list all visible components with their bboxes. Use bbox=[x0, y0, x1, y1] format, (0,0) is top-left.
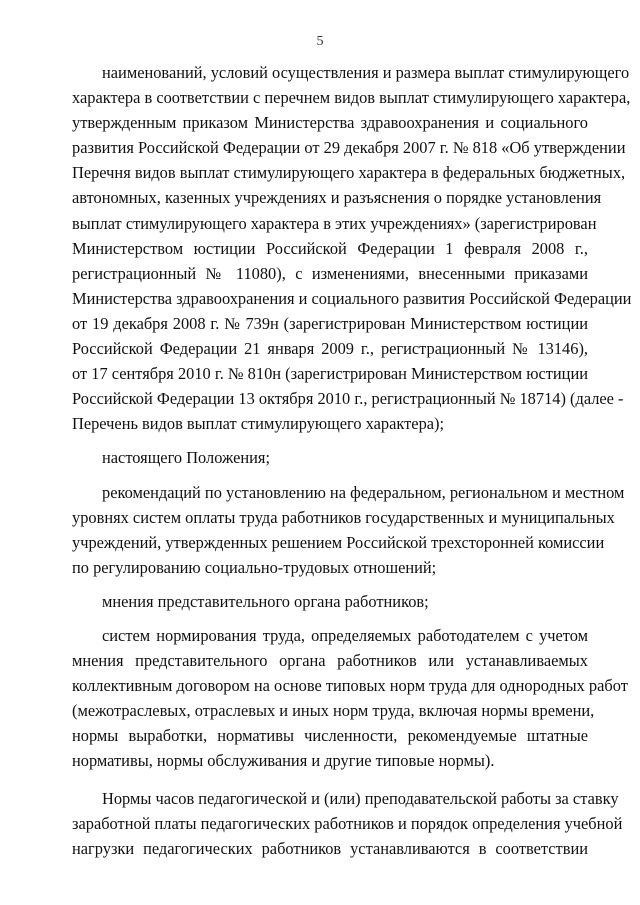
paragraph bbox=[72, 623, 628, 774]
paragraph-line: мнения представительного органа работников или устанавливаемых bbox=[72, 651, 588, 671]
paragraph-line: Перечень видов выплат стимулирующего характера); bbox=[72, 414, 445, 434]
paragraph bbox=[72, 786, 623, 861]
paragraph-line: заработной платы педагогических работников и порядок определения учебной bbox=[72, 813, 623, 833]
paragraph-line: по регулированию социально-трудовых отношений; bbox=[72, 557, 437, 577]
paragraph-line: от 19 декабря 2008 г. № 739н (зарегистрирован Министерством юстиции bbox=[72, 313, 588, 333]
paragraph-line: нормы выработки, нормативы численности, рекомендуемые штатные bbox=[72, 726, 588, 746]
paragraph-line: (межотраслевых, отраслевых и иных норм труда, включая нормы времени, bbox=[72, 701, 595, 721]
paragraph-line: нагрузки педагогических работников устанавливаются в соответствии bbox=[72, 838, 588, 858]
paragraph-line: настоящего Положения; bbox=[102, 448, 270, 468]
paragraph-line: рекомендаций по установлению на федеральном, региональном и местном bbox=[102, 482, 625, 502]
paragraph-line: утвержденным приказом Министерства здравоохранения и социального bbox=[72, 113, 588, 133]
page-number: 5 bbox=[316, 34, 324, 49]
paragraph-line: нормативы, нормы обслуживания и другие типовые нормы). bbox=[72, 751, 495, 771]
paragraph bbox=[72, 480, 625, 580]
paragraph-line: Министерства здравоохранения и социального развития Российской Федерации bbox=[72, 288, 632, 308]
paragraph-line: Российской Федерации 13 октября 2010 г., регистрационный № 18714) (далее - bbox=[72, 389, 624, 409]
paragraph bbox=[72, 589, 588, 614]
paragraph-line: характера в соответствии с перечнем видов выплат стимулирующего характера, bbox=[72, 88, 631, 108]
paragraph-line: выплат стимулирующего характера в этих учреждениях» (зарегистрирован bbox=[72, 213, 597, 233]
paragraph-line: наименований, условий осуществления и размера выплат стимулирующего bbox=[102, 63, 630, 82]
document-body bbox=[72, 60, 632, 873]
paragraph-line: Российской Федерации 21 января 2009 г., регистрационный № 13146), bbox=[72, 339, 588, 359]
paragraph-line: от 17 сентября 2010 г. № 810н (зарегистрирован Министерством юстиции bbox=[72, 364, 588, 384]
paragraph bbox=[72, 60, 632, 436]
paragraph-line: развития Российской Федерации от 29 декабря 2007 г. № 818 «Об утверждении bbox=[72, 138, 626, 158]
paragraph-line: учреждений, утвержденных решением Российской трехсторонней комиссии bbox=[72, 532, 605, 552]
paragraph-line: уровнях систем оплаты труда работников государственных и муниципальных bbox=[72, 507, 615, 527]
paragraph bbox=[72, 445, 588, 470]
paragraph-line: мнения представительного органа работников; bbox=[102, 591, 429, 611]
paragraph-line: регистрационный № 11080), с изменениями, внесенными приказами bbox=[72, 263, 588, 283]
paragraph-line: Нормы часов педагогической и (или) преподавательской работы за ставку bbox=[102, 788, 619, 808]
paragraph-line: систем нормирования труда, определяемых работодателем с учетом bbox=[102, 625, 588, 645]
paragraph-line: автономных, казенных учреждениях и разъяснения о порядке установления bbox=[72, 188, 602, 208]
paragraph-line: Министерством юстиции Российской Федерации 1 февраля 2008 г., bbox=[72, 238, 588, 258]
paragraph-line: коллективным договором на основе типовых норм труда для однородных работ bbox=[72, 676, 628, 696]
paragraph-line: Перечня видов выплат стимулирующего характера в федеральных бюджетных, bbox=[72, 163, 626, 183]
